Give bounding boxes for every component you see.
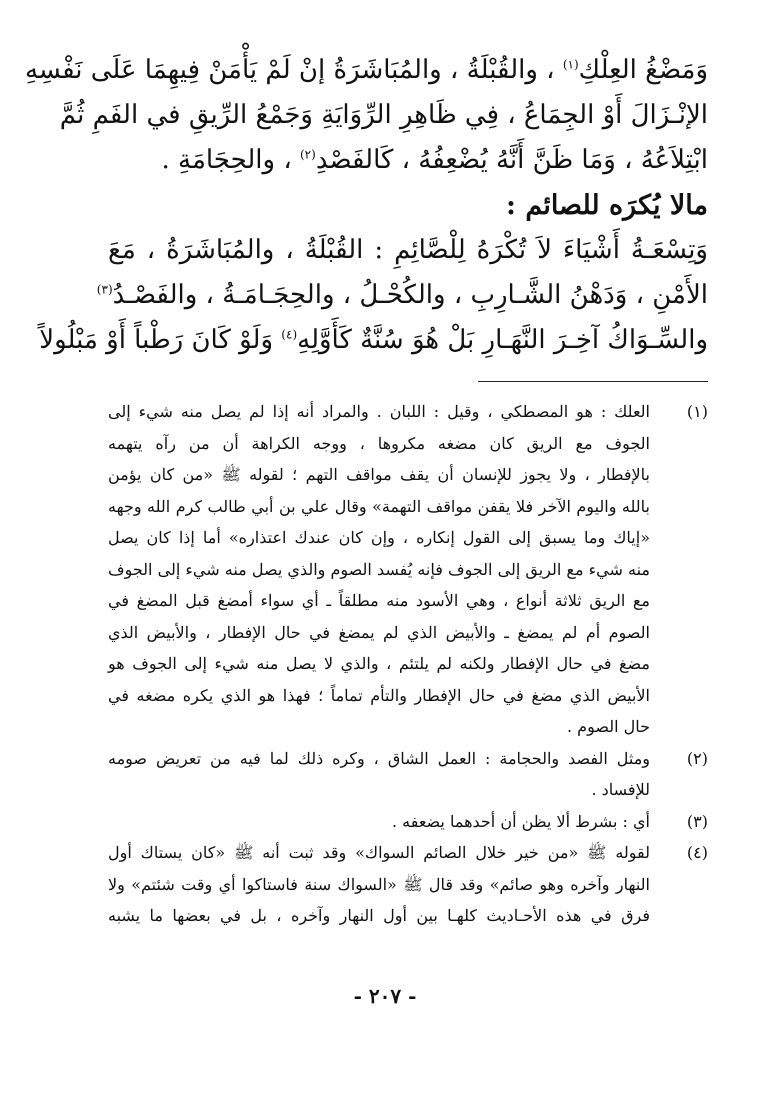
footnote-body — [108, 837, 650, 932]
footnote-line: مع الريق ثلاثة أنواع ، وهي الأسود منه مطلقاً ـ أي سواء أمضغ قبل المضغ في — [108, 591, 650, 610]
footnote-line: الأبيض الذي مضغ في حال الإفطار والتأم تماماً ؛ فهذا هو الذي يكره مضغه في — [108, 685, 650, 705]
footnotes — [108, 396, 708, 932]
footnote-line: بالإفطار ، ولا يجوز للإنسان أن يقف مواقف التهم ؛ لقوله ﷺ «من كان يؤمن — [108, 465, 650, 484]
section-line-2a: الأَمْنِ ، وَدَهْنُ الشَّـارِبِ ، والكُحْـلُ ، والحِجَـامَـةُ ، والفَصْـدُ — [112, 280, 708, 310]
page-number: - ٢٠٧ - — [353, 984, 417, 1008]
footnote-marker-2: (٢) — [299, 147, 316, 162]
footnote-body — [108, 806, 650, 838]
footnote-3 — [108, 806, 708, 838]
main-line-3b: ، والحِجَامَةِ . — [161, 145, 292, 175]
section-line-1: وَتِسْعَـةُ أَشْيَاءَ لاَ تُكْرَهُ لِلْصَّائِمِ : القُبْلَةُ ، والمُبَاشَرَةُ ، مَعَ — [108, 235, 708, 265]
main-line-3 — [108, 138, 708, 183]
section-line-2 — [96, 273, 708, 318]
section-heading: مالا يُكرَه للصائم : — [505, 190, 708, 221]
main-line-1b: ، والقُبْلَةُ ، والمُبَاشَرَةُ إنْ لَمْ يَأْمَنْ فِيهِمَا عَلَى نَفْسِهِ — [24, 55, 555, 85]
footnote-marker-3: (٣) — [96, 282, 113, 297]
footnote-number: (٤) — [686, 843, 708, 862]
main-line-2: الإنْـزَالَ أَوْ الجِمَاعُ ، فِي ظَاهِرِ الرِّوَايَةِ وَجَمْعُ الرِّيقِ في الفَمِ ثُمَّ — [59, 100, 708, 130]
footnote-line: أي : بشرط ألا يظن أن أحدهما يضعفه . — [391, 811, 650, 831]
footnote-line: العلك : هو المصطكي ، وقيل : اللبان . والمراد أنه إذا لم يصل منه شيء إلى — [108, 402, 650, 421]
main-line-3a: ابْتِلاَعُهُ ، وَمَا ظَنَّ أَنَّهُ يُضْعِفُهُ ، كَالفَصْدِ — [315, 145, 708, 175]
footnote-1 — [108, 396, 708, 743]
footnote-marker-4: (٤) — [281, 327, 298, 342]
footnote-line: فرق في هذه الأحـاديث كلهـا بين أول النهار وآخره ، بل في بعضها ما يشبه — [108, 906, 650, 925]
footnote-line: الجوف مع الريق كان مضغه مكروها ، ووجه الكراهة أن من رآه يتهمه — [108, 433, 650, 453]
section-line-3 — [39, 318, 708, 363]
footnote-number: (٢) — [686, 748, 708, 768]
footnote-4 — [108, 837, 708, 932]
footnote-line: «إياك وما يسبق إلى القول إنكاره ، وإن كان عندك اعتذاره» أما إذا كان يصل — [108, 528, 650, 547]
footnote-line: مضغ في حال الإفطار ولكنه لم يلتئم ، والذي لا يصل منه شيء إلى الجوف هو — [108, 654, 650, 673]
footnote-line: ومثل الفصد والحجامة : العمل الشاق ، وكره ذلك لما فيه من تعريض صومه — [108, 748, 650, 768]
footnote-2 — [108, 743, 708, 806]
section-line-3b: وَلَوْ كَانَ رَطْباً أَوْ مَبْلُولاً — [39, 325, 274, 355]
section-line-3a: والسِّـوَاكُ آخِـرَ النَّهَـارِ بَلْ هُوَ سُنَّةٌ كَأَوَّلِهِ — [297, 325, 708, 355]
footnote-body — [108, 743, 650, 806]
footnote-number: (١) — [686, 402, 708, 421]
footnote-line: منه شيء مع الريق إلى الجوف فإنه يُفسد الصوم والذي يصل منه شيء إلى الجوف — [108, 559, 650, 579]
main-line-1 — [24, 48, 708, 93]
footnote-line: الصوم أم لم يمضغ ـ والأبيض الذي لم يمضغ في حال الإفطار ، والأبيض الذي — [108, 622, 650, 642]
main-line-1a: وَمَضْغُ العِلْكِ — [578, 55, 708, 85]
footnote-line: حال الصوم . — [566, 717, 650, 736]
footnote-line: النهار وآخره وهو صائم» وقد قال ﷺ «السواك سنة فاستاكوا أي وقت شئتم» ولا — [108, 874, 650, 894]
footnote-line: بالله واليوم الآخر فلا يقفن مواقف التهمة» وقال علي بن أبي طالب كرم الله وجهه — [108, 496, 650, 516]
footnote-line: لقوله ﷺ «من خير خلال الصائم السواك» وقد ثبت أنه ﷺ «كان يستاك أول — [108, 843, 650, 862]
footnote-number: (٣) — [686, 811, 708, 831]
main-text — [24, 48, 708, 363]
footnote-separator — [478, 381, 708, 382]
footnote-body — [108, 396, 650, 743]
footnote-line: للإفساد . — [591, 780, 650, 799]
footnote-marker-1: (١) — [562, 57, 579, 72]
